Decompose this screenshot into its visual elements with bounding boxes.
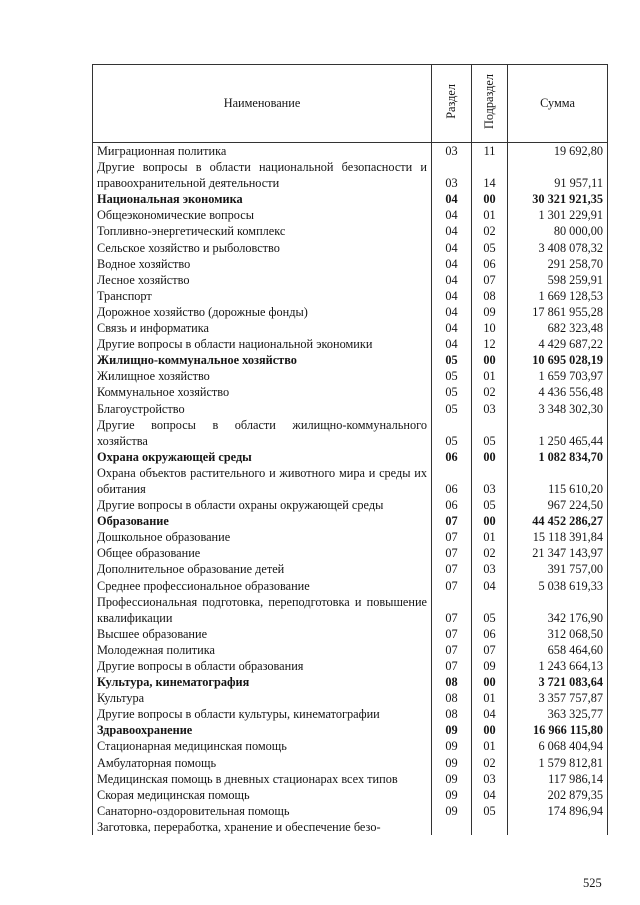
cell-sum: 3 348 302,30 [508,401,608,417]
cell-razdel: 09 [432,755,472,771]
cell-name: Миграционная политика [93,143,432,160]
header-podrazdel [472,65,508,143]
cell-name: Здравоохранение [93,722,432,738]
header-podrazdel-label: Подраздел [482,73,497,129]
header-razdel-label: Раздел [444,84,459,119]
cell-name: Транспорт [93,288,432,304]
cell-name: Молодежная политика [93,642,432,658]
cell-razdel: 06 [432,449,472,465]
cell-podrazdel: 05 [472,803,508,819]
cell-name: Культура [93,690,432,706]
cell-sum: 363 325,77 [508,706,608,722]
cell-podrazdel: 05 [472,497,508,513]
cell-sum: 1 669 128,53 [508,288,608,304]
table-row [93,401,608,417]
cell-name: Другие вопросы в области культуры, кинематографии [93,706,432,722]
table-row [93,223,608,239]
cell-sum: 658 464,60 [508,642,608,658]
cell-sum: 312 068,50 [508,626,608,642]
table-row [93,320,608,336]
cell-podrazdel: 00 [472,191,508,207]
table-row [93,384,608,400]
table-row [93,240,608,256]
cell-name: Амбулаторная помощь [93,755,432,771]
cell-name: Общеэкономические вопросы [93,207,432,223]
cell-sum: 291 258,70 [508,256,608,272]
cell-name: Высшее образование [93,626,432,642]
cell-sum: 1 659 703,97 [508,368,608,384]
cell-razdel: 09 [432,722,472,738]
page-number: 525 [583,876,602,890]
budget-table [92,64,608,835]
table-row [93,304,608,320]
cell-name: Жилищное хозяйство [93,368,432,384]
cell-podrazdel: 05 [472,240,508,256]
cell-podrazdel: 01 [472,690,508,706]
table-row [93,368,608,384]
cell-razdel: 07 [432,642,472,658]
cell-sum: 4 429 687,22 [508,336,608,352]
cell-name: Лесное хозяйство [93,272,432,288]
cell-sum: 117 986,14 [508,771,608,787]
cell-podrazdel: 06 [472,626,508,642]
cell-podrazdel: 05 [472,417,508,449]
cell-sum: 91 957,11 [508,159,608,191]
cell-razdel: 07 [432,578,472,594]
cell-podrazdel: 14 [472,159,508,191]
header-name: Наименование [93,65,432,143]
cell-razdel: 07 [432,529,472,545]
cell-sum: 1 579 812,81 [508,755,608,771]
cell-podrazdel: 12 [472,336,508,352]
cell-podrazdel: 02 [472,223,508,239]
cell-razdel: 07 [432,594,472,626]
cell-name: Другие вопросы в области национальной безопасности и правоохранительной деятельности [93,159,432,191]
cell-name: Жилищно-коммунальное хозяйство [93,352,432,368]
cell-sum: 3 721 083,64 [508,674,608,690]
cell-sum: 598 259,91 [508,272,608,288]
table-row [93,658,608,674]
table-row [93,143,608,160]
table-row [93,626,608,642]
cell-sum: 4 436 556,48 [508,384,608,400]
cell-podrazdel: 07 [472,642,508,658]
cell-sum: 80 000,00 [508,223,608,239]
cell-name: Другие вопросы в области жилищно-коммунального хозяйства [93,417,432,449]
table-header-row [93,65,608,143]
cell-podrazdel: 02 [472,755,508,771]
cell-sum: 682 323,48 [508,320,608,336]
cell-razdel: 06 [432,497,472,513]
cell-razdel [432,819,472,835]
cell-podrazdel: 04 [472,706,508,722]
table-row [93,529,608,545]
cell-podrazdel: 00 [472,513,508,529]
cell-razdel: 08 [432,690,472,706]
table-row [93,594,608,626]
cell-razdel: 09 [432,771,472,787]
table-row [93,578,608,594]
cell-name: Сельское хозяйство и рыболовство [93,240,432,256]
cell-name: Общее образование [93,545,432,561]
table-row [93,513,608,529]
cell-razdel: 08 [432,706,472,722]
cell-sum: 391 757,00 [508,561,608,577]
cell-sum: 342 176,90 [508,594,608,626]
cell-name: Скорая медицинская помощь [93,787,432,803]
cell-sum: 1 250 465,44 [508,417,608,449]
cell-razdel: 04 [432,191,472,207]
table-row [93,272,608,288]
table-row [93,352,608,368]
cell-razdel: 05 [432,417,472,449]
table-row [93,755,608,771]
table-row [93,159,608,191]
cell-name: Культура, кинематография [93,674,432,690]
cell-sum: 44 452 286,27 [508,513,608,529]
cell-sum: 1 082 834,70 [508,449,608,465]
cell-podrazdel: 00 [472,449,508,465]
cell-podrazdel: 03 [472,465,508,497]
cell-razdel: 06 [432,465,472,497]
cell-razdel: 04 [432,240,472,256]
cell-name: Связь и информатика [93,320,432,336]
cell-razdel: 07 [432,626,472,642]
cell-podrazdel: 06 [472,256,508,272]
table-row [93,674,608,690]
cell-razdel: 04 [432,288,472,304]
cell-razdel: 05 [432,401,472,417]
cell-sum: 10 695 028,19 [508,352,608,368]
cell-razdel: 07 [432,658,472,674]
cell-sum: 174 896,94 [508,803,608,819]
cell-name: Профессиональная подготовка, переподготовка и повышение квалификации [93,594,432,626]
cell-sum: 967 224,50 [508,497,608,513]
table-row [93,256,608,272]
cell-podrazdel: 00 [472,722,508,738]
cell-razdel: 04 [432,207,472,223]
table-row [93,545,608,561]
table-row [93,642,608,658]
cell-sum: 15 118 391,84 [508,529,608,545]
table-row [93,449,608,465]
cell-sum: 115 610,20 [508,465,608,497]
cell-razdel: 09 [432,803,472,819]
cell-podrazdel: 01 [472,738,508,754]
cell-podrazdel: 09 [472,304,508,320]
cell-razdel: 03 [432,143,472,160]
cell-podrazdel [472,819,508,835]
cell-sum [508,819,608,835]
table-row [93,497,608,513]
cell-name: Национальная экономика [93,191,432,207]
cell-name: Дорожное хозяйство (дорожные фонды) [93,304,432,320]
cell-podrazdel: 09 [472,658,508,674]
cell-razdel: 03 [432,159,472,191]
cell-podrazdel: 10 [472,320,508,336]
cell-name: Другие вопросы в области национальной экономики [93,336,432,352]
cell-name: Дополнительное образование детей [93,561,432,577]
cell-podrazdel: 01 [472,207,508,223]
cell-sum: 1 243 664,13 [508,658,608,674]
table-row [93,771,608,787]
table-row [93,336,608,352]
table-row [93,819,608,835]
cell-name: Среднее профессиональное образование [93,578,432,594]
cell-podrazdel: 03 [472,771,508,787]
table-row [93,690,608,706]
table-row [93,191,608,207]
cell-name: Охрана окружающей среды [93,449,432,465]
table-row [93,207,608,223]
cell-name: Стационарная медицинская помощь [93,738,432,754]
table-row [93,288,608,304]
cell-podrazdel: 00 [472,352,508,368]
cell-sum: 6 068 404,94 [508,738,608,754]
cell-podrazdel: 01 [472,529,508,545]
cell-razdel: 04 [432,256,472,272]
cell-name: Охрана объектов растительного и животного мира и среды их обитания [93,465,432,497]
table-row [93,738,608,754]
cell-razdel: 05 [432,384,472,400]
cell-razdel: 04 [432,272,472,288]
cell-name: Другие вопросы в области охраны окружающей среды [93,497,432,513]
cell-podrazdel: 04 [472,787,508,803]
cell-sum: 17 861 955,28 [508,304,608,320]
cell-sum: 16 966 115,80 [508,722,608,738]
cell-podrazdel: 01 [472,368,508,384]
table-row [93,787,608,803]
table-row [93,706,608,722]
cell-razdel: 04 [432,320,472,336]
cell-sum: 19 692,80 [508,143,608,160]
table-row [93,417,608,449]
cell-razdel: 08 [432,674,472,690]
cell-name: Коммунальное хозяйство [93,384,432,400]
cell-razdel: 07 [432,561,472,577]
cell-podrazdel: 03 [472,401,508,417]
cell-podrazdel: 11 [472,143,508,160]
cell-razdel: 04 [432,336,472,352]
cell-podrazdel: 02 [472,384,508,400]
table-row [93,465,608,497]
cell-name: Образование [93,513,432,529]
cell-sum: 3 408 078,32 [508,240,608,256]
cell-podrazdel: 03 [472,561,508,577]
cell-sum: 3 357 757,87 [508,690,608,706]
cell-sum: 1 301 229,91 [508,207,608,223]
cell-razdel: 09 [432,738,472,754]
cell-name: Благоустройство [93,401,432,417]
cell-name: Медицинская помощь в дневных стационарах всех типов [93,771,432,787]
cell-podrazdel: 02 [472,545,508,561]
cell-podrazdel: 07 [472,272,508,288]
cell-podrazdel: 00 [472,674,508,690]
table-row [93,561,608,577]
cell-name: Топливно-энергетический комплекс [93,223,432,239]
cell-podrazdel: 05 [472,594,508,626]
cell-razdel: 05 [432,352,472,368]
cell-razdel: 09 [432,787,472,803]
cell-razdel: 04 [432,304,472,320]
cell-sum: 202 879,35 [508,787,608,803]
cell-name: Дошкольное образование [93,529,432,545]
header-sum: Сумма [508,65,608,143]
cell-name: Другие вопросы в области образования [93,658,432,674]
table-row [93,722,608,738]
table-body [93,143,608,836]
cell-name: Заготовка, переработка, хранение и обеспечение безо- [93,819,432,835]
cell-razdel: 04 [432,223,472,239]
cell-sum: 21 347 143,97 [508,545,608,561]
cell-razdel: 05 [432,368,472,384]
cell-razdel: 07 [432,513,472,529]
header-razdel [432,65,472,143]
cell-sum: 5 038 619,33 [508,578,608,594]
cell-sum: 30 321 921,35 [508,191,608,207]
cell-podrazdel: 04 [472,578,508,594]
cell-name: Санаторно-оздоровительная помощь [93,803,432,819]
table-row [93,803,608,819]
cell-podrazdel: 08 [472,288,508,304]
cell-razdel: 07 [432,545,472,561]
cell-name: Водное хозяйство [93,256,432,272]
